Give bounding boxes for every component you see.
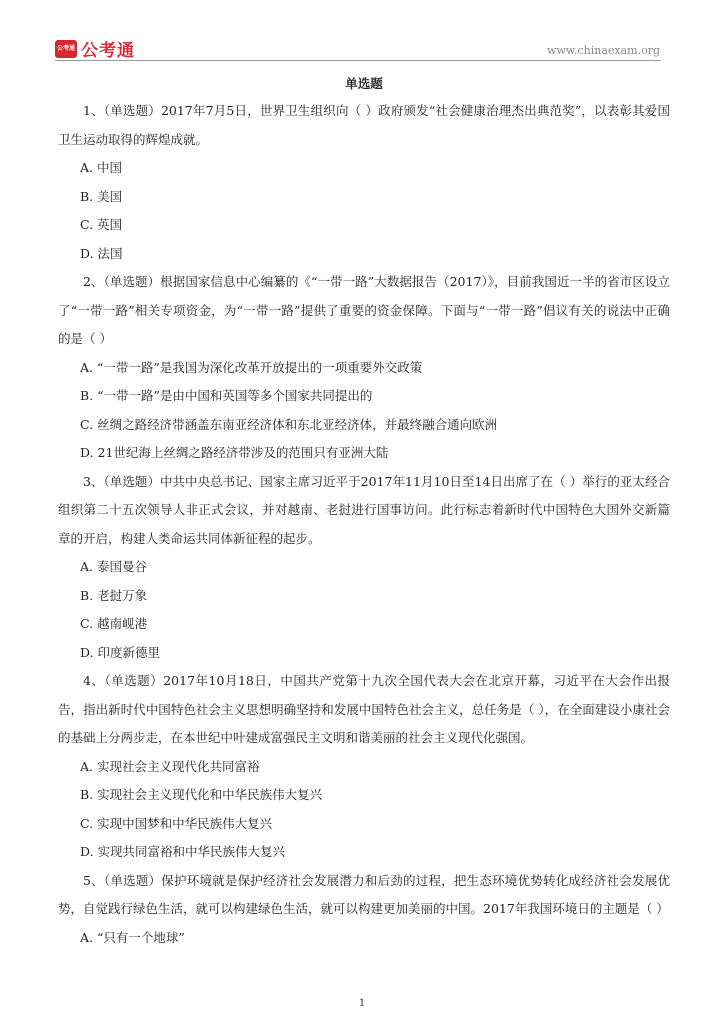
option-b: B. 老挝万象 <box>80 587 148 603</box>
page-header <box>0 0 724 70</box>
option-b: B. 美国 <box>80 188 123 204</box>
question-3 <box>58 468 670 668</box>
question-text: 5、（单选题）保护环境就是保护经济社会发展潜力和后劲的过程，把生态环境优势转化成经济社会发展优势，自觉践行绿色生活，就可以构建绿色生活，就可以构建更加美丽的中国。2017年我国环境日的主题是（ ） <box>58 872 670 916</box>
header-divider <box>55 60 661 61</box>
page-number: 1 <box>358 998 366 1009</box>
logo-badge-icon: 公考通 <box>55 40 77 58</box>
site-url: www.chinaexam.org <box>547 44 660 57</box>
question-text: 1、（单选题）2017年7月5日，世界卫生组织向（ ）政府颁发“社会健康治理杰出典范奖”，以表彰其爱国卫生运动取得的辉煌成就。 <box>58 103 670 147</box>
option-c: C. 丝绸之路经济带涵盖东南亚经济体和东北亚经济体，并最终融合通向欧洲 <box>80 416 498 432</box>
option-d: D. 法国 <box>80 245 123 261</box>
option-a: A. 泰国曼谷 <box>80 559 147 574</box>
option-a: A. 实现社会主义现代化共同富裕 <box>80 758 260 774</box>
option-d: D. 实现共同富裕和中华民族伟大复兴 <box>80 844 286 859</box>
option-d: D. 21世纪海上丝绸之路经济带涉及的范围只有亚洲大陆 <box>80 445 389 460</box>
option-d: D. 印度新德里 <box>80 644 161 660</box>
option-a: A. 中国 <box>80 160 122 175</box>
question-1 <box>58 97 670 268</box>
logo <box>55 36 135 61</box>
document-body <box>58 76 670 952</box>
option-b: B. 实现社会主义现代化和中华民族伟大复兴 <box>80 787 323 802</box>
option-c: C. 实现中国梦和中华民族伟大复兴 <box>80 815 273 831</box>
question-text: 2、（单选题）根据国家信息中心编纂的《“一带一路”大数据报告（2017）》，目前我国近一半的省市区设立了“一带一路”相关专项资金，为“一带一路”提供了重要的资金保障。下面与“一带一路”倡议有关的说法中正确的是（ ） <box>58 274 670 346</box>
question-2 <box>58 268 670 468</box>
section-title: 单选题 <box>345 76 383 91</box>
question-text: 4、（单选题）2017年10月18日，中国共产党第十九次全国代表大会在北京开幕，习近平在大会作出报告，指出新时代中国特色社会主义思想明确坚持和发展中国特色社会主义，总任务是（ ），在全面建设小康社会的基础上分两步走，在本世纪中叶建成富强民主文明和谐美丽的社会主义现代化强国。 <box>58 673 670 745</box>
option-a: A. “一带一路”是我国为深化改革开放提出的一项重要外交政策 <box>80 359 423 375</box>
option-a: A. “只有一个地球” <box>80 929 185 945</box>
question-4 <box>58 667 670 867</box>
option-c: C. 英国 <box>80 217 123 232</box>
logo-text: 公考通 <box>81 41 135 61</box>
option-b: B. “一带一路”是由中国和英国等多个国家共同提出的 <box>80 388 373 403</box>
option-c: C. 越南岘港 <box>80 616 148 631</box>
question-5 <box>58 867 670 953</box>
question-text: 3、（单选题）中共中央总书记、国家主席习近平于2017年11月10日至14日出席了在（ ）举行的亚太经合组织第二十五次领导人非正式会议，并对越南、老挝进行国事访问。此行标志着新时代中国特色大国外交新篇章的开启，构建人类命运共同体新征程的起步。 <box>58 473 670 546</box>
